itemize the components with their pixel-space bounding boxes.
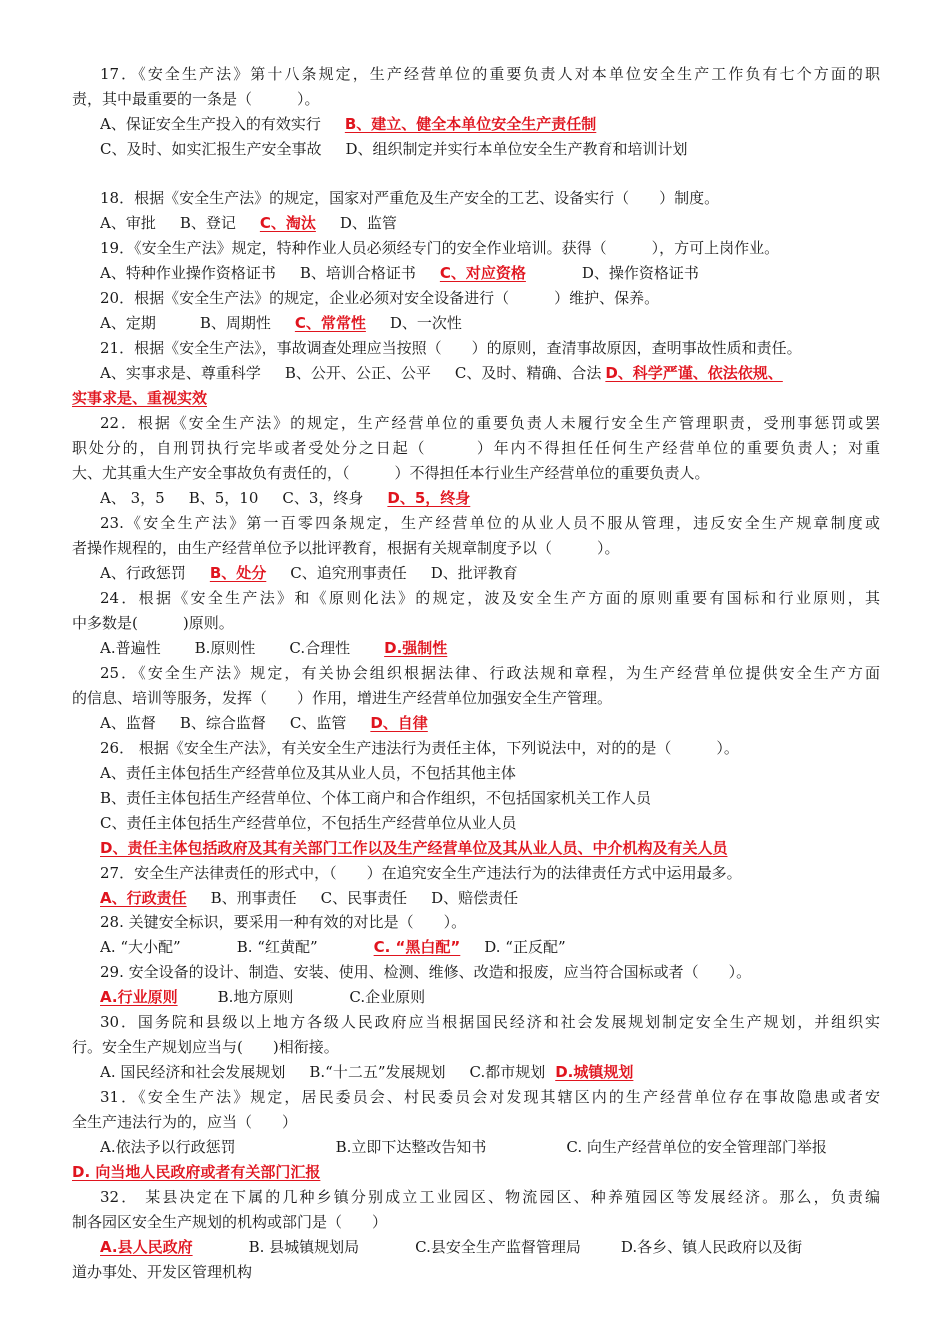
q20-options bbox=[100, 313, 880, 333]
q28-stem: 28. 关键安全标识，要采用一种有效的对比是（ ）。 bbox=[100, 913, 467, 931]
q25-stem-line-1: 25．《安全生产法》规定，有关协会组织根据法律、行政法规和章程，为生产经营单位提供安全生产方面 bbox=[100, 664, 880, 682]
q21-stem: 21．根据《安全生产法》，事故调查处理应当按照（ ）的原则，查清事故原因，查明事故性质和责任。 bbox=[100, 339, 802, 357]
q17-option-b-answer: B、建立、健全本单位安全生产责任制 bbox=[344, 115, 597, 133]
q20-option-b: B、周期性 bbox=[199, 314, 271, 332]
q18-option-d: D、监管 bbox=[339, 214, 397, 232]
q20-option-d: D、一次性 bbox=[389, 314, 462, 332]
q32-option-a-answer: A.县人民政府 bbox=[100, 1238, 193, 1256]
q25-stem-line-2: 的信息、培训等服务，发挥（ ）作用，增进生产经营单位加强安全生产管理。 bbox=[72, 689, 613, 707]
q18-option-b: B、登记 bbox=[179, 214, 236, 232]
q30-option-d-answer: D.城镇规划 bbox=[555, 1063, 634, 1081]
q26-option-a: A、责任主体包括生产经营单位及其从业人员，不包括其他主体 bbox=[100, 764, 516, 782]
q19-option-d: D、操作资格证书 bbox=[581, 264, 699, 282]
q22-stem-line-2: 职处分的，自刑罚执行完毕或者受处分之日起（ ）年内不得担任任何生产经营单位的重要负责人；对重 bbox=[72, 439, 880, 457]
q20-stem: 20．根据《安全生产法》的规定，企业必须对安全设备进行（ ）维护、保养。 bbox=[100, 289, 660, 307]
q31-option-a: A.依法予以行政惩罚 bbox=[100, 1138, 236, 1156]
q21-option-c: C、及时、精确、合法 bbox=[454, 364, 602, 382]
q31-stem-line-1: 31．《安全生产法》规定，居民委员会、村民委员会对发现其辖区内的生产经营单位存在事故隐患或者安 bbox=[100, 1088, 880, 1106]
q18-option-a: A、审批 bbox=[100, 214, 156, 232]
q30-stem-line-1: 30．国务院和县级以上地方各级人民政府应当根据国民经济和社会发展规划制定安全生产规划，并组织实 bbox=[100, 1013, 880, 1031]
q25-options bbox=[100, 713, 880, 733]
q22-option-c: C、3，终身 bbox=[282, 489, 364, 507]
q26-option-b: B、责任主体包括生产经营单位、个体工商户和合作组织，不包括国家机关工作人员 bbox=[100, 789, 652, 807]
q23-option-d: D、批评教育 bbox=[430, 564, 518, 582]
q32-options bbox=[100, 1237, 880, 1257]
q28-options bbox=[100, 937, 880, 957]
q20-option-c-answer: C、常常性 bbox=[294, 314, 366, 332]
q19-options bbox=[100, 263, 880, 283]
q17-option-c: C、及时、如实汇报生产安全事故 bbox=[100, 140, 322, 158]
q27-option-a-answer: A、行政责任 bbox=[100, 889, 187, 907]
q21-option-d-answer: D、科学严谨、依法依规、 bbox=[605, 364, 783, 382]
q17-options-row-1 bbox=[100, 114, 880, 134]
q23-options bbox=[100, 563, 880, 583]
q31-option-b: B.立即下达整改告知书 bbox=[335, 1138, 487, 1156]
q26-option-c: C、责任主体包括生产经营单位，不包括生产经营单位从业人员 bbox=[100, 814, 517, 832]
q18-options bbox=[100, 213, 880, 233]
q31-option-d-answer: D. 向当地人民政府或者有关部门汇报 bbox=[72, 1163, 321, 1181]
q23-option-b-answer: B、处分 bbox=[209, 564, 267, 582]
q23-option-a: A、行政惩罚 bbox=[100, 564, 186, 582]
q21-option-b: B、公开、公正、公平 bbox=[284, 364, 431, 382]
q32-option-d: D.各乡、镇人民政府以及街 bbox=[620, 1238, 803, 1256]
q17-option-a: A、保证安全生产投入的有效实行 bbox=[100, 115, 321, 133]
q23-stem-line-2: 者操作规程的，由生产经营单位予以批评教育，根据有关规章制度予以（ ）。 bbox=[72, 539, 620, 557]
q29-option-c: C.企业原则 bbox=[349, 988, 426, 1006]
q28-option-b: B. “红黄配” bbox=[236, 938, 318, 956]
q29-option-a-answer: A.行业原则 bbox=[100, 988, 178, 1006]
q17-options-row-2 bbox=[100, 139, 880, 159]
q24-option-a: A.普遍性 bbox=[100, 639, 161, 657]
q17-stem-line-2: 责，其中最重要的一条是（ ）。 bbox=[72, 90, 320, 108]
q32-stem-line-2: 制各园区安全生产规划的机构或部门是（ ） bbox=[72, 1213, 388, 1231]
q19-stem: 19．《安全生产法》规定，特种作业人员必须经专门的安全作业培训。获得（ ），方可上岗作业。 bbox=[100, 239, 780, 257]
q24-stem-line-2: 中多数是( )原则。 bbox=[72, 614, 234, 632]
q26-option-d-row bbox=[100, 838, 880, 858]
q27-option-d: D、赔偿责任 bbox=[431, 889, 519, 907]
q20-option-a: A、定期 bbox=[100, 314, 156, 332]
q31-options-row-1 bbox=[100, 1137, 880, 1157]
q25-option-b: B、综合监督 bbox=[179, 714, 266, 732]
q21-options bbox=[100, 363, 880, 383]
q30-option-c: C.都市规划 bbox=[469, 1063, 546, 1081]
q21-answer-continued bbox=[72, 388, 880, 408]
q32-option-c: C.县安全生产监督管理局 bbox=[415, 1238, 581, 1256]
q27-option-b: B、刑事责任 bbox=[210, 889, 297, 907]
q30-option-a: A. 国民经济和社会发展规划 bbox=[100, 1063, 286, 1081]
q22-option-b: B、5，10 bbox=[188, 489, 259, 507]
q25-option-a: A、监督 bbox=[100, 714, 156, 732]
q22-stem-line-1: 22．根据《安全生产法》的规定，生产经营单位的重要负责人未履行安全生产管理职责，受刑事惩罚或罢 bbox=[100, 414, 880, 432]
q19-option-c-answer: C、对应资格 bbox=[439, 264, 526, 282]
q26-stem: 26． 根据《安全生产法》，有关安全生产违法行为责任主体，下列说法中，对的的是（ ）。 bbox=[100, 739, 739, 757]
q22-option-d-answer: D、5，终身 bbox=[387, 489, 471, 507]
q28-option-c-answer: C. “黑白配” bbox=[373, 938, 461, 956]
q26-option-d-answer: D、责任主体包括政府及其有关部门工作以及生产经营单位及其从业人员、中介机构及有关人员 bbox=[100, 839, 728, 857]
q24-option-d-answer: D.强制性 bbox=[384, 639, 448, 657]
q32-option-b: B. 县城镇规划局 bbox=[248, 1238, 360, 1256]
q30-options bbox=[100, 1062, 880, 1082]
q29-option-b: B.地方原则 bbox=[217, 988, 294, 1006]
q28-option-a: A. “大小配” bbox=[100, 938, 181, 956]
q32-option-d-cont: 道办事处、开发区管理机构 bbox=[72, 1263, 253, 1281]
q23-option-c: C、追究刑事责任 bbox=[290, 564, 407, 582]
q24-options bbox=[100, 638, 880, 658]
q18-option-c-answer: C、淘汰 bbox=[259, 214, 316, 232]
q27-options bbox=[100, 888, 880, 908]
q29-options bbox=[100, 987, 880, 1007]
q21-option-d-answer-cont: 实事求是、重视实效 bbox=[72, 389, 208, 407]
q28-option-d: D. “正反配” bbox=[484, 938, 566, 956]
q17-option-d: D、组织制定并实行本单位安全生产教育和培训计划 bbox=[345, 140, 688, 158]
q24-stem-line-1: 24．根据《安全生产法》和《原则化法》的规定，波及安全生产方面的原则重要有国标和行业原则，其 bbox=[100, 589, 880, 607]
q31-stem-line-2: 全生产违法行为的，应当（ ） bbox=[72, 1113, 298, 1131]
q19-option-b: B、培训合格证书 bbox=[299, 264, 416, 282]
q22-options bbox=[100, 488, 880, 508]
q23-stem-line-1: 23.《安全生产法》第一百零四条规定，生产经营单位的从业人员不服从管理，违反安全生产规章制度或 bbox=[100, 514, 880, 532]
q29-stem: 29. 安全设备的设计、制造、安装、使用、检测、维修、改造和报废，应当符合国标或者（ ）。 bbox=[100, 963, 752, 981]
q27-option-c: C、民事责任 bbox=[320, 889, 408, 907]
q25-option-d-answer: D、自律 bbox=[370, 714, 428, 732]
q17-stem-line-1: 17．《安全生产法》第十八条规定，生产经营单位的重要负责人对本单位安全生产工作负有七个方面的职 bbox=[100, 65, 880, 83]
q32-stem-line-1: 32． 某县决定在下属的几种乡镇分别成立工业园区、物流园区、种养殖园区等发展经济。那么，负责编 bbox=[100, 1188, 880, 1206]
q19-option-a: A、特种作业操作资格证书 bbox=[100, 264, 276, 282]
q25-option-c: C、监管 bbox=[289, 714, 347, 732]
q24-option-c: C.合理性 bbox=[289, 639, 351, 657]
q22-stem-line-3: 大、尤其重大生产安全事故负有责任的，（ ）不得担任本行业生产经营单位的重要负责人。 bbox=[72, 464, 710, 482]
q21-option-a: A、实事求是、尊重科学 bbox=[100, 364, 261, 382]
q30-stem-line-2: 行。安全生产规划应当与( )相衔接。 bbox=[72, 1038, 339, 1056]
q30-option-b: B.“十二五”发展规划 bbox=[309, 1063, 446, 1081]
q22-option-a: A、 3，5 bbox=[100, 489, 165, 507]
q18-stem: 18．根据《安全生产法》的规定，国家对严重危及生产安全的工艺、设备实行（ ）制度。 bbox=[100, 189, 720, 207]
q31-options-row-2 bbox=[72, 1162, 880, 1182]
q24-option-b: B.原则性 bbox=[194, 639, 256, 657]
q27-stem: 27．安全生产法律责任的形式中，（ ）在追究安全生产违法行为的法律责任方式中运用最多。 bbox=[100, 864, 742, 882]
q31-option-c: C. 向生产经营单位的安全管理部门举报 bbox=[566, 1138, 827, 1156]
